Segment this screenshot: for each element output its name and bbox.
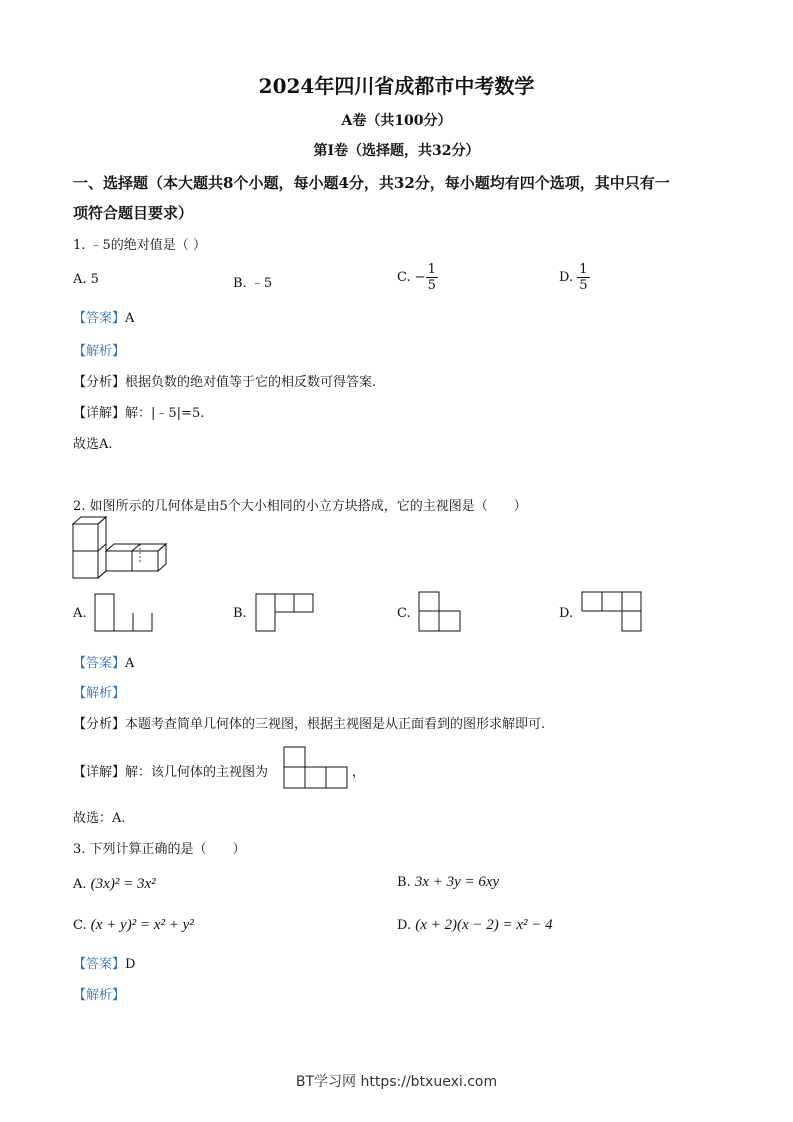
q3-option-b-expr: 3x + 3y = 6xy — [414, 874, 500, 890]
q3-option-a-expr: (3x)² = 3x² — [90, 876, 156, 892]
q2-option-c-label: C. — [397, 606, 411, 621]
q2-option-c-figure — [418, 591, 464, 633]
q2-option-a-label: A. — [73, 606, 87, 621]
section-1-heading: 一、选择题（本大题共8个小题，每小题4分，共32分，每小题均有四个选项，其中只有一 — [73, 174, 670, 192]
q2-fenxi — [73, 713, 545, 732]
footer-watermark[interactable]: BT学习网 https://btxuexi.com — [295, 1074, 498, 1090]
q1-option-c — [397, 262, 438, 293]
numerator: 1 — [427, 262, 436, 277]
q1-stem: 1. ﹣5的绝对值是（ ） — [73, 238, 206, 253]
q1-fenxi — [73, 371, 376, 390]
q3-stem: 3. 下列计算正确的是（ ） — [73, 842, 246, 857]
q1-conclusion: 故选A. — [73, 437, 113, 452]
q2-answer-value: A — [125, 656, 135, 671]
q1-option-c-fraction — [426, 262, 438, 293]
q2-stem: 2. 如图所示的几何体是由5个大小相同的小立方块搭成，它的主视图是（ ） — [73, 499, 527, 514]
q2-conclusion: 故选：A. — [73, 811, 126, 826]
detail-tag: 【详解】 — [73, 406, 126, 421]
answer-tag: 【答案】 — [73, 311, 126, 326]
fenxi-tag: 【分析】 — [73, 717, 126, 732]
answer-tag: 【答案】 — [73, 957, 126, 972]
q2-detail-end: ， — [352, 765, 366, 780]
q1-option-c-sign: − — [414, 270, 426, 285]
q3-option-a — [73, 876, 156, 893]
denominator: 5 — [427, 278, 436, 293]
q3-option-d-expr: (x + 2)(x − 2) = x² − 4 — [415, 917, 553, 933]
q1-option-a: A. 5 — [73, 272, 99, 287]
q2-option-d-label: D. — [559, 606, 574, 621]
q2-analysis-tag: 【解析】 — [73, 686, 126, 701]
q3-option-c — [73, 917, 194, 934]
q2-option-b-figure — [255, 593, 317, 633]
q1-option-c-label: C. — [397, 270, 411, 285]
q1-answer-value: A — [125, 311, 135, 326]
fenxi-tag: 【分析】 — [73, 375, 126, 390]
q3-option-d — [397, 917, 553, 934]
q1-option-b: B. ﹣5 — [233, 276, 273, 291]
q3-option-d-label: D. — [397, 918, 412, 933]
q2-detail-text: 解：该几何体的主视图为 — [125, 765, 269, 780]
q2-option-d-figure — [581, 591, 645, 633]
q2-detail — [73, 761, 268, 780]
q3-option-c-label: C. — [73, 918, 87, 933]
q1-option-d-label: D. — [559, 270, 574, 285]
q1-analysis-tag: 【解析】 — [73, 344, 126, 359]
numerator: 1 — [579, 262, 588, 277]
page-title: 2024年四川省成都市中考数学 — [258, 74, 535, 98]
denominator: 5 — [579, 278, 588, 293]
q3-option-b-label: B. — [397, 875, 411, 890]
q3-option-b — [397, 874, 499, 891]
q1-detail-text: 解：|﹣5|=5. — [125, 406, 205, 421]
q2-option-a-figure — [94, 593, 156, 633]
q2-fenxi-text: 本题考查简单几何体的三视图，根据主视图是从正面看到的图形求解即可. — [125, 717, 546, 732]
q2-solid-figure — [70, 520, 170, 582]
q1-answer — [73, 307, 134, 326]
q1-option-d — [559, 262, 590, 293]
q2-answer — [73, 652, 134, 671]
q3-option-a-label: A. — [73, 877, 87, 892]
q3-answer — [73, 953, 135, 972]
q3-analysis-tag: 【解析】 — [73, 988, 126, 1003]
part-1-heading: 第I卷（选择题，共32分） — [313, 143, 480, 159]
q3-option-c-expr: (x + y)² = x² + y² — [90, 917, 194, 933]
q1-fenxi-text: 根据负数的绝对值等于它的相反数可得答案. — [125, 375, 377, 390]
q3-answer-value: D — [125, 957, 136, 972]
detail-tag: 【详解】 — [73, 765, 126, 780]
q1-option-d-fraction — [577, 262, 589, 293]
paper-a-heading: A卷（共100分） — [341, 113, 452, 129]
q1-detail — [73, 402, 204, 421]
section-1-heading-cont: 项符合题目要求） — [73, 204, 194, 222]
q2-option-b-label: B. — [233, 606, 247, 621]
q2-detail-front-view — [283, 746, 351, 790]
answer-tag: 【答案】 — [73, 656, 126, 671]
